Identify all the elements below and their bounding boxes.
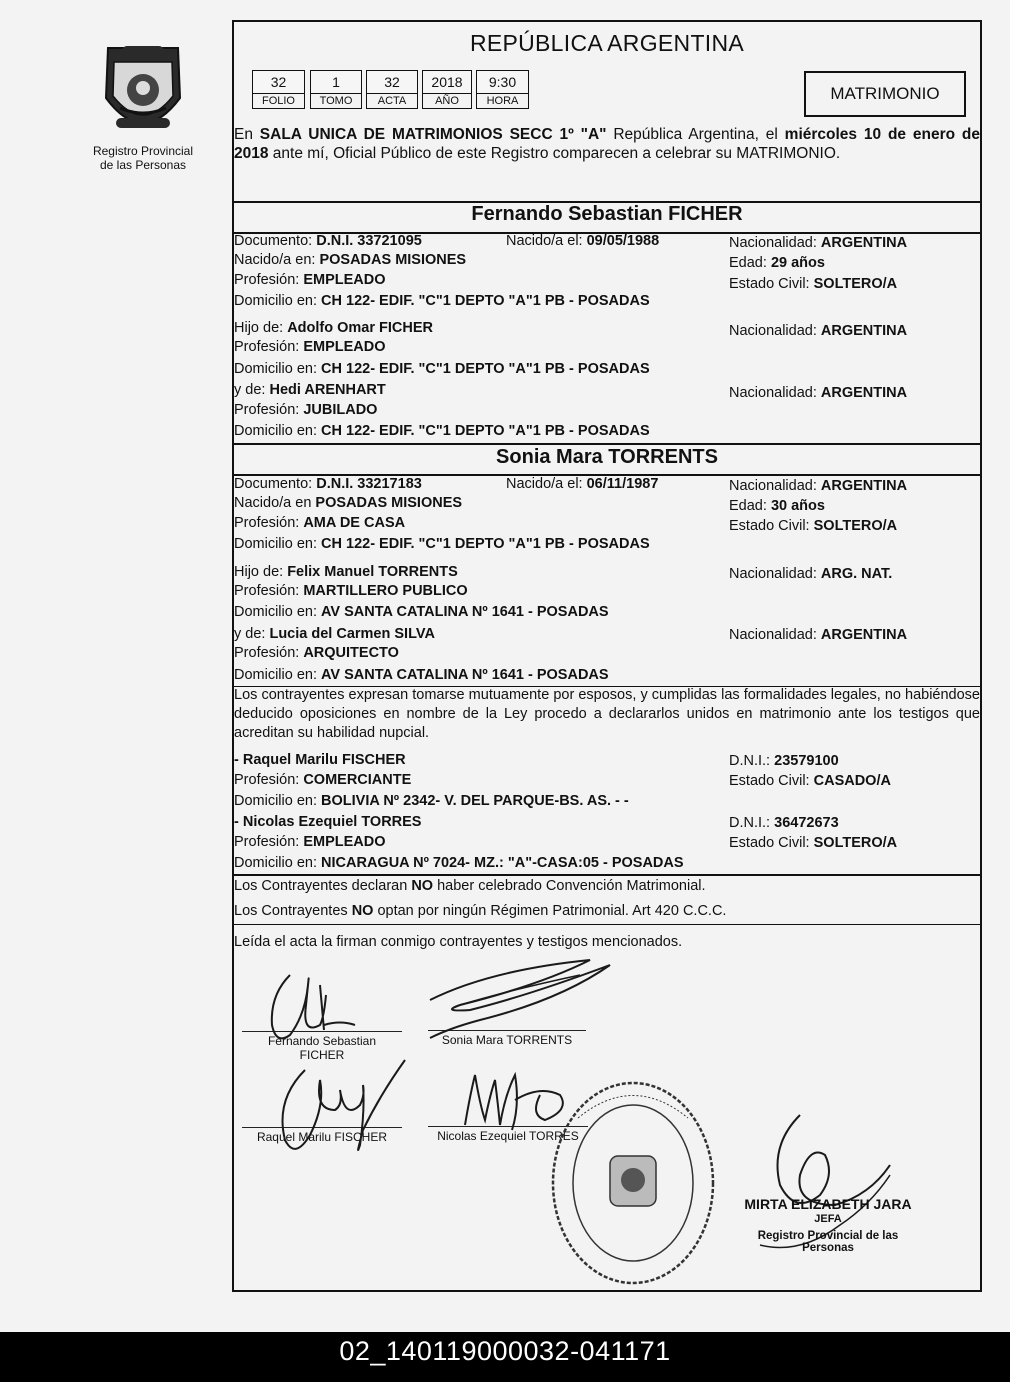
witness1-profesion: Profesión: COMERCIANTE	[234, 772, 412, 788]
anio-box	[422, 70, 472, 109]
spouse1-domicilio: Domicilio en: CH 122- EDIF. "C"1 DEPTO "A"1 PB - POSADAS	[234, 293, 650, 309]
spouse2-father-profesion: Profesión: MARTILLERO PUBLICO	[234, 583, 468, 599]
spouse1-documento: Documento: D.N.I. 33721095	[234, 233, 422, 249]
spouse1-signature-icon	[250, 955, 390, 1055]
witness2-estado-civil: Estado Civil: SOLTERO/A	[729, 835, 898, 851]
official-title: JEFA	[814, 1213, 842, 1225]
divider	[232, 443, 982, 445]
logo-caption-line1: Registro Provincial	[92, 144, 194, 158]
hora-box	[476, 70, 529, 109]
witness1-domicilio: Domicilio en: BOLIVIA Nº 2342- V. DEL PARQUE-BS. AS. - -	[234, 793, 629, 809]
spouse1-name: Fernando Sebastian FICHER	[471, 203, 743, 225]
anio-value: 2018	[422, 70, 472, 94]
document-id: 02_140119000032-041171	[339, 1336, 671, 1366]
logo-caption-line2: de las Personas	[99, 158, 187, 172]
spouse2-estado-civil: Estado Civil: SOLTERO/A	[729, 518, 898, 534]
witness2-domicilio: Domicilio en: NICARAGUA Nº 7024- MZ.: "A"-CASA:05 - POSADAS	[234, 855, 684, 871]
spouse1-signature-label: Fernando Sebastian FICHER	[267, 1034, 377, 1062]
declaration-paragraph: Los contrayentes expresan tomarse mutuamente por esposos, y cumplidas las formalidades legales, no habiéndose deducido oposiciones en nombre de la Ley procedo a declararlos unidos en matrimonio ante los testigos que acreditan su habilidad nupcial.	[234, 687, 980, 741]
closing-statement: Leída el acta la firman conmigo contrayentes y testigos mencionados.	[234, 934, 683, 950]
spouse2-mother: y de: Lucia del Carmen SILVA	[234, 626, 435, 642]
spouse1-nacido-en: Nacido/a en: POSADAS MISIONES	[234, 252, 467, 268]
spouse1-nacionalidad: Nacionalidad: ARGENTINA	[729, 235, 908, 251]
witness2-dni: D.N.I.: 36472673	[729, 815, 839, 831]
country-title: REPÚBLICA ARGENTINA	[469, 30, 745, 56]
spouse2-documento: Documento: D.N.I. 33217183	[234, 476, 422, 492]
spouse2-nacido-en: Nacido/a en POSADAS MISIONES	[234, 495, 463, 511]
divider	[232, 924, 982, 925]
spouse2-mother-domicilio: Domicilio en: AV SANTA CATALINA Nº 1641 - POSADAS	[234, 667, 609, 683]
spouse1-father-nacionalidad: Nacionalidad: ARGENTINA	[729, 323, 908, 339]
spouse2-profesion: Profesión: AMA DE CASA	[234, 515, 406, 531]
spouse2-nacionalidad: Nacionalidad: ARGENTINA	[729, 478, 908, 494]
acta-label: ACTA	[366, 94, 418, 109]
witness2-name: - Nicolas Ezequiel TORRES	[234, 814, 422, 830]
spouse1-father-profesion: Profesión: EMPLEADO	[234, 339, 386, 355]
acta-value: 32	[366, 70, 418, 94]
spouse1-mother: y de: Hedi ARENHART	[234, 382, 386, 398]
witness2-profesion: Profesión: EMPLEADO	[234, 834, 386, 850]
acta-box	[366, 70, 418, 109]
intro-text-2: República Argentina, el	[606, 126, 785, 143]
witness1-estado-civil: Estado Civil: CASADO/A	[729, 773, 891, 789]
spouse2-domicilio: Domicilio en: CH 122- EDIF. "C"1 DEPTO "A"1 PB - POSADAS	[234, 536, 650, 552]
spouse2-mother-profesion: Profesión: ARQUITECTO	[234, 645, 399, 661]
official-seal-icon	[548, 1078, 718, 1288]
witness1-dni: D.N.I.: 23579100	[729, 753, 839, 769]
tomo-label: TOMO	[310, 94, 362, 109]
spouse1-father-domicilio: Domicilio en: CH 122- EDIF. "C"1 DEPTO "A"1 PB - POSADAS	[234, 361, 650, 377]
spouse2-edad: Edad: 30 años	[729, 498, 825, 514]
spouse2-signature-label: Sonia Mara TORRENTS	[441, 1033, 573, 1047]
witness1-signature-label: Raquel Marilu FISCHER	[256, 1130, 388, 1144]
spouse1-mother-profesion: Profesión: JUBILADO	[234, 402, 378, 418]
spouse2-name: Sonia Mara TORRENTS	[496, 446, 718, 468]
official-name: MIRTA ELIZABETH JARA	[744, 1196, 912, 1212]
spouse1-nacido-el: Nacido/a el: 09/05/1988	[506, 233, 660, 249]
divider	[232, 874, 982, 876]
intro-date: miércoles 10 de enero de 2018	[234, 126, 981, 162]
tomo-value: 1	[310, 70, 362, 94]
spouse1-estado-civil: Estado Civil: SOLTERO/A	[729, 276, 898, 292]
regime-statement: Los Contrayentes NO optan por ningún Régimen Patrimonial. Art 420 C.C.C.	[234, 903, 727, 919]
folio-value: 32	[252, 70, 305, 94]
spouse2-father: Hijo de: Felix Manuel TORRENTS	[234, 564, 458, 580]
intro-office: SALA UNICA DE MATRIMONIOS SECC 1º "A"	[259, 126, 607, 143]
intro-text-1: En	[234, 126, 260, 143]
witness1-name: - Raquel Marilu FISCHER	[234, 752, 406, 768]
spouse2-mother-nacionalidad: Nacionalidad: ARGENTINA	[729, 627, 908, 643]
tomo-box	[310, 70, 362, 109]
folio-box	[252, 70, 305, 109]
hora-label: HORA	[476, 94, 529, 109]
spouse1-mother-nacionalidad: Nacionalidad: ARGENTINA	[729, 385, 908, 401]
spouse1-mother-domicilio: Domicilio en: CH 122- EDIF. "C"1 DEPTO "A"1 PB - POSADAS	[234, 423, 650, 439]
witness2-signature-label: Nicolas Ezequiel TORRES	[437, 1129, 579, 1143]
official-office: Registro Provincial de las Personas	[757, 1230, 899, 1254]
anio-label: AÑO	[422, 94, 472, 109]
convention-statement: Los Contrayentes declaran NO haber celebrado Convención Matrimonial.	[234, 878, 706, 894]
intro-paragraph	[234, 125, 980, 163]
spouse2-nacido-el: Nacido/a el: 06/11/1987	[506, 476, 659, 492]
spouse2-father-domicilio: Domicilio en: AV SANTA CATALINA Nº 1641 - POSADAS	[234, 604, 609, 620]
witness1-signature-icon	[265, 1050, 415, 1165]
spouse1-profesion: Profesión: EMPLEADO	[234, 272, 386, 288]
folio-label: FOLIO	[252, 94, 305, 109]
logo-caption	[80, 144, 206, 172]
spouse1-father: Hijo de: Adolfo Omar FICHER	[234, 320, 434, 336]
spouse2-father-nacionalidad: Nacionalidad: ARG. NAT.	[729, 566, 893, 582]
intro-text-3: ante mí, Oficial Público de este Registro comparecen a celebrar su MATRIMONIO.	[268, 145, 841, 162]
provincia-misiones-seal-icon	[98, 38, 188, 138]
spouse2-signature-icon	[400, 950, 630, 1040]
spouse1-edad: Edad: 29 años	[729, 255, 825, 271]
hora-value: 9:30	[476, 70, 529, 94]
record-type-box: MATRIMONIO	[804, 71, 966, 117]
